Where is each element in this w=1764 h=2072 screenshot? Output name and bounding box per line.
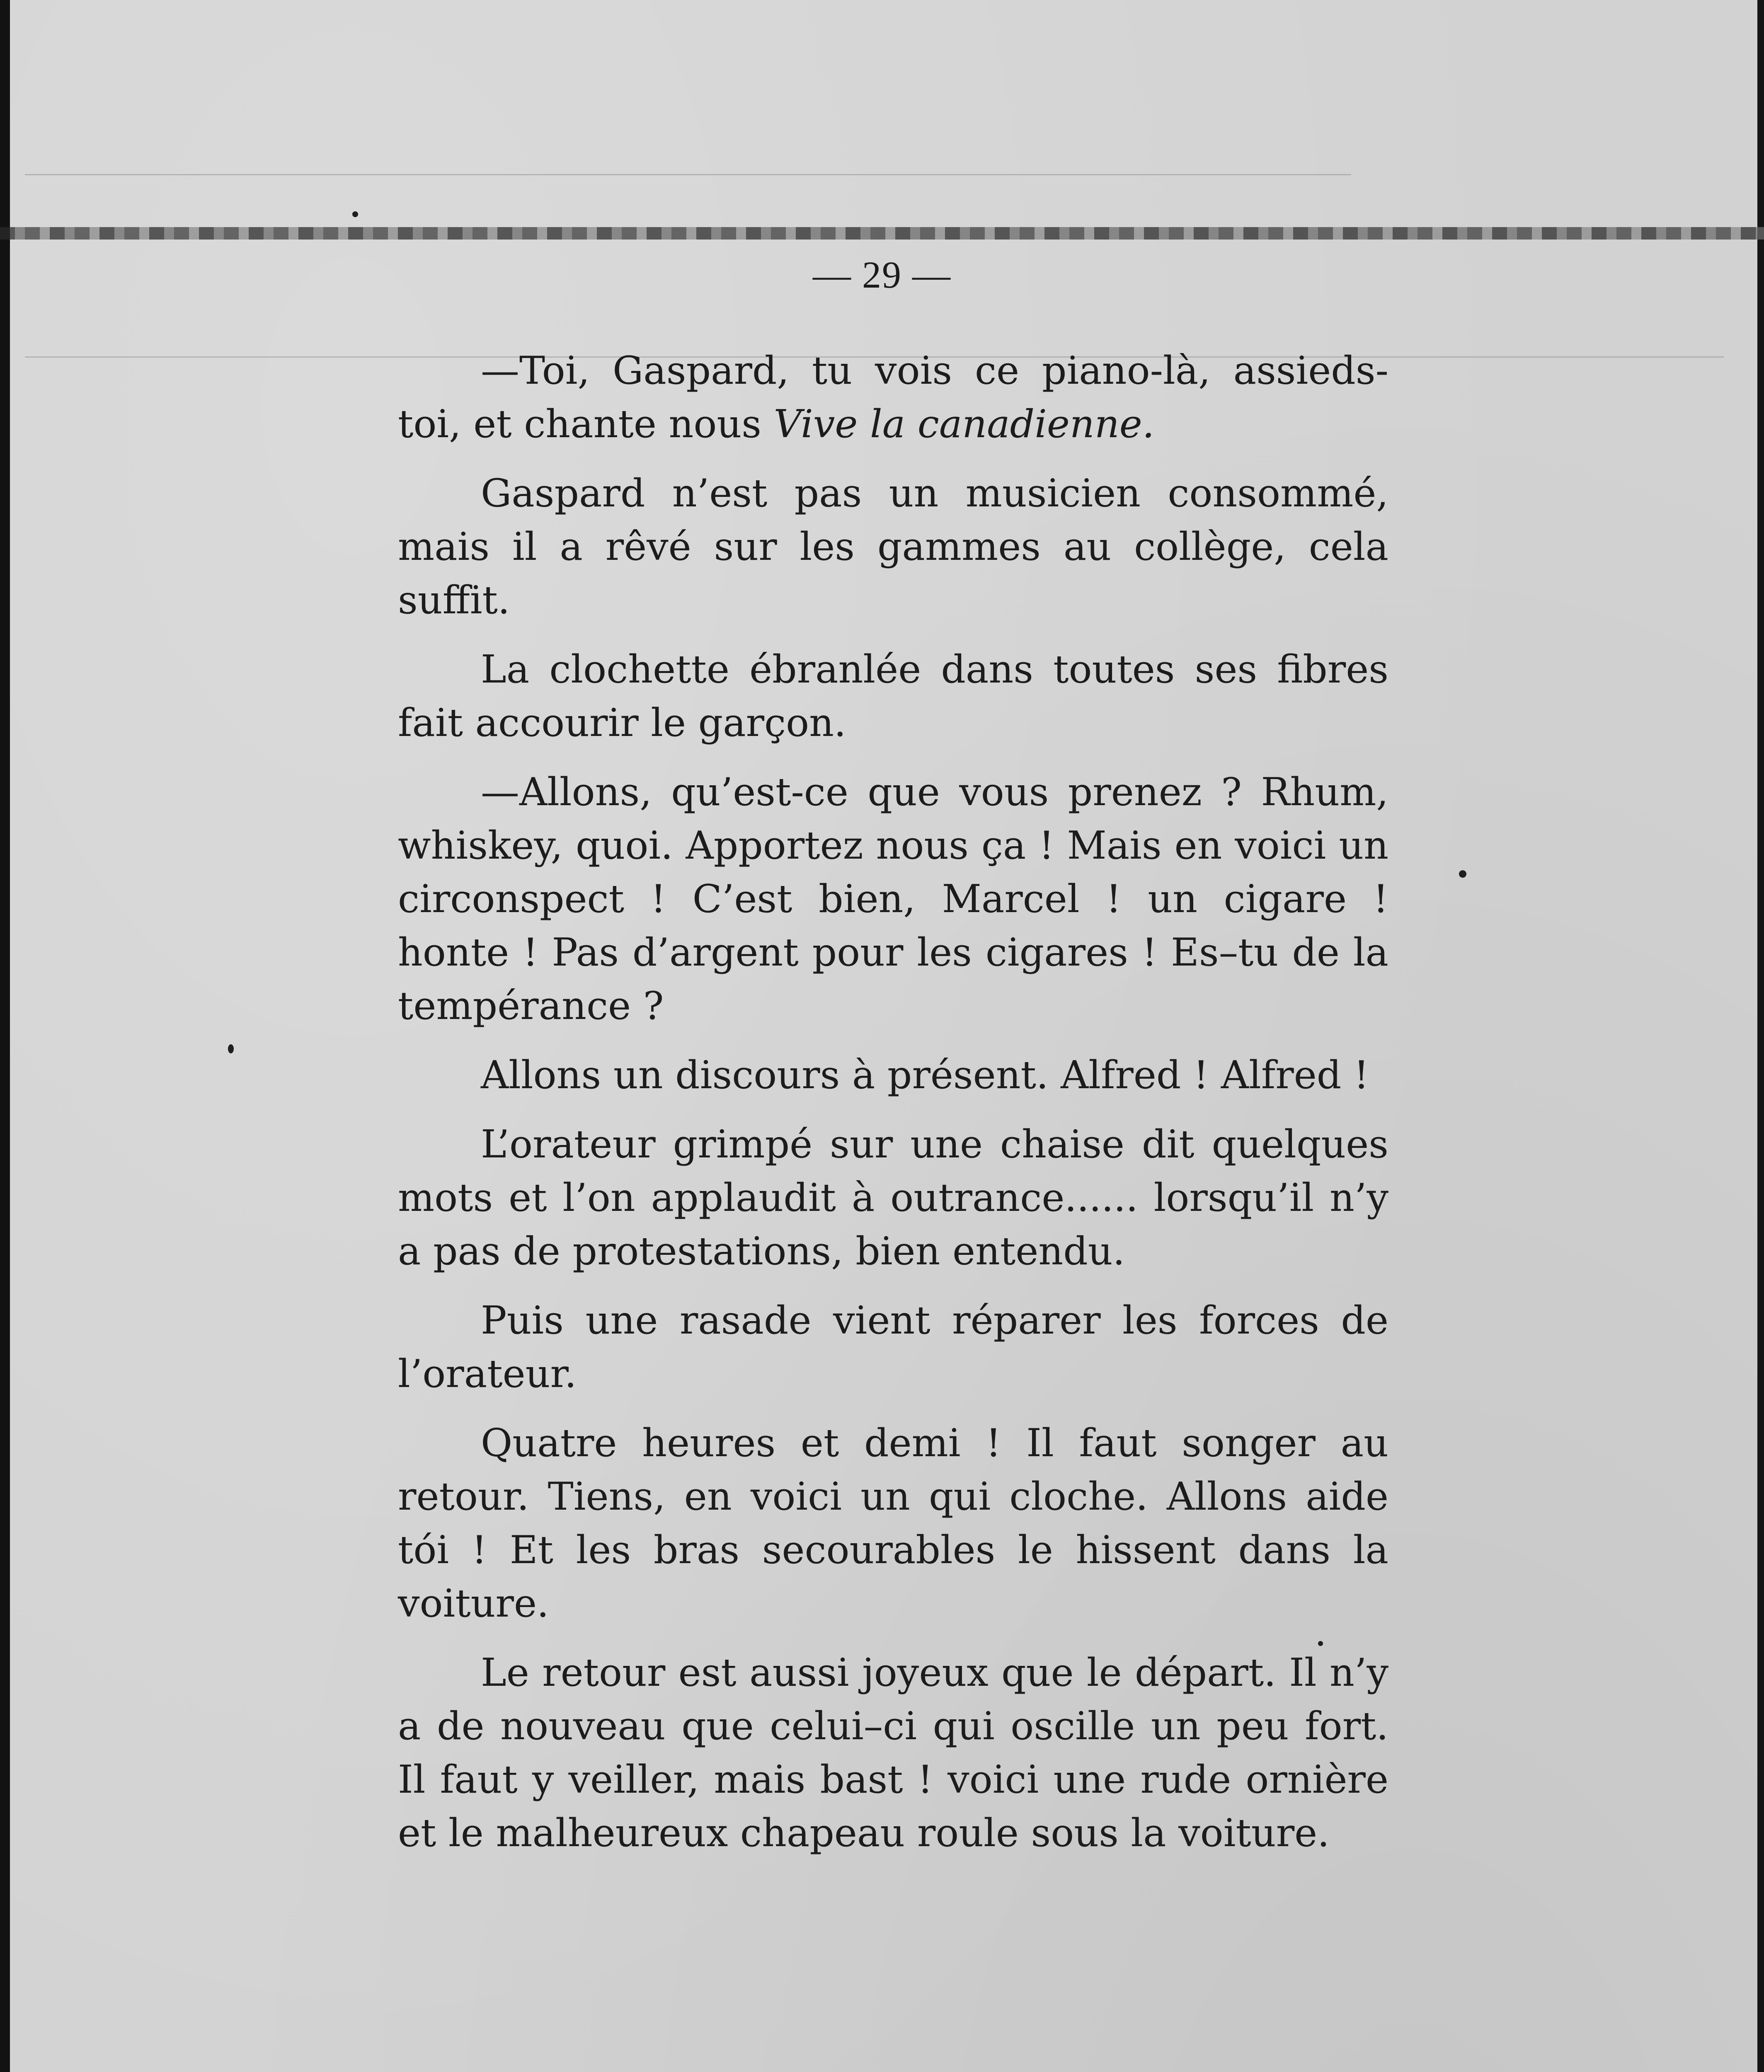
- body-text: [398, 344, 1388, 1876]
- ruled-line: [25, 174, 1351, 175]
- paragraph: L’orateur grimpé sur une chaise dit quelques mots et l’on applaudit à outrance...... lorsqu’il n’y a pas de protestations, bien entendu.: [398, 1122, 1388, 1273]
- ink-speck: [1318, 1641, 1323, 1646]
- paragraph: Gaspard n’est pas un musicien consommé, mais il a rêvé sur les gammes au collège, cela suffit.: [398, 471, 1388, 622]
- ink-speck: [352, 211, 358, 217]
- ink-speck: [1459, 870, 1466, 878]
- torn-paper-line: [0, 227, 1764, 240]
- song-title: Vive la canadienne.: [773, 402, 1155, 446]
- paragraph: Allons un discours à présent. Alfred ! Alfred !: [481, 1053, 1369, 1097]
- paragraph: Puis une rasade vient réparer les forces de l’orateur.: [398, 1298, 1388, 1396]
- paragraph: [398, 344, 1388, 451]
- paragraph: Le retour est aussi joyeux que le départ. Il n’y a de nouveau que celui–ci qui oscille un peu fort. Il faut y veiller, mais bast ! voici une rude ornière et le malheureux chapeau roule sous la voiture.: [398, 1650, 1388, 1855]
- paragraph: La clochette ébranlée dans toutes ses fibres fait accourir le garçon.: [398, 647, 1388, 745]
- scan-edge-right: [1757, 0, 1764, 2072]
- page-number: — 29 —: [813, 254, 951, 296]
- paragraph: Quatre heures et demi ! Il faut songer au retour. Tiens, en voici un qui cloche. Allons aide tói ! Et les bras secourables le hissent dans la voiture.: [398, 1421, 1388, 1626]
- ink-speck: [228, 1044, 234, 1053]
- paragraph: —Allons, qu’est-ce que vous prenez ? Rhum, whiskey, quoi. Apportez nous ça ! Mais en voici un circonspect ! C’est bien, Marcel ! un cigare ! honte ! Pas d’argent pour les cigares ! Es–tu de la tempérance ?: [398, 770, 1388, 1028]
- paragraph-text: —Toi, Gaspard, tu vois ce piano-là, assieds-toi, et chante nous: [398, 348, 1388, 446]
- scan-edge-left: [0, 0, 10, 2072]
